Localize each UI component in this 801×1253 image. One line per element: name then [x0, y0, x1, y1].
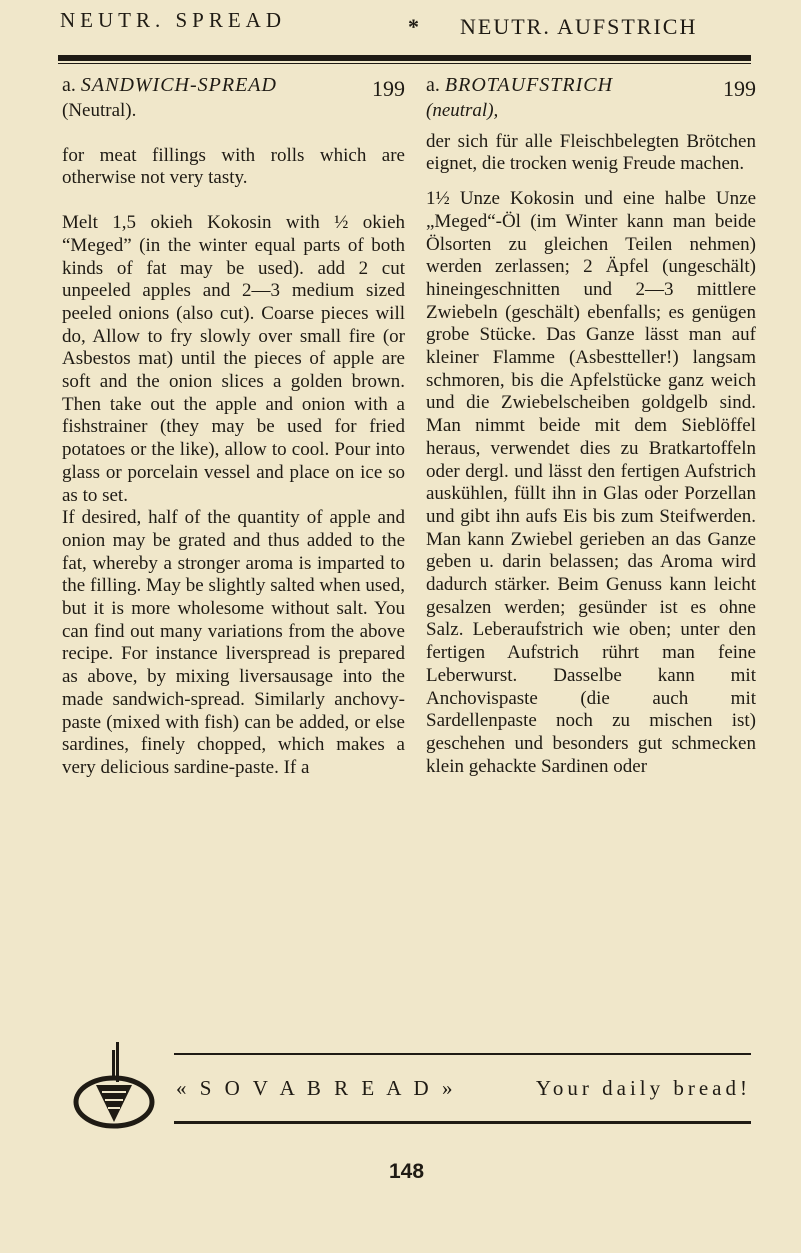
german-column — [426, 74, 756, 778]
recipe-intro: for meat fillings with rolls which are otherwise not very tasty. — [62, 144, 405, 189]
recipe-body: 1½ Unze Kokosin und eine halbe Unze „Meged“-Öl (im Winter kann man beide Ölsorten zu gleichen Teilen nehmen) werden zerlassen; 2 Äpfel (ungeschält) hineingeschnitten und 2—3 mittlere Zwiebeln (geschält) ebenfalls; es genügen grobe Stücke. Das Ganze lässt man auf kleiner Flamme (Asbestteller!) langsam schmoren, bis die Apfelstücke ganz weich und die Zwiebelscheiben goldgelb sind. Man nimmt beide mit dem Sieblöffel heraus, verwendet dies zu Bratkartoffeln oder dergl. und lässt den fertigen Aufstrich auskühlen, füllt ihn in Glas oder Porzellan und gibt ihn aufs Eis bis zum Steifwerden. Man kann Zwiebel gerieben an das Ganze geben u. darin belassen; das Aroma wird dadurch stärker. Beim Genuss kann leicht gesalzen werden; gesünder ist es ohne Salz. Leberaufstrich wie oben; unter den fertigen Aufstrich rührt man feine Leberwurst. Dasselbe kann mit Anchovispaste (die auch mit Sardellenpaste noch zu mischen ist) geschehen und besonders gut schmecken klein gehackte Sardinen oder — [426, 188, 756, 777]
running-header-german: NEUTR. AUFSTRICH — [460, 14, 698, 39]
page-number: 148 — [389, 1160, 425, 1183]
recipe-label: a. — [62, 74, 76, 96]
footer-slogan: Your daily bread! — [535, 1076, 751, 1100]
footer-rule — [174, 1053, 751, 1055]
recipe-subtitle: (Neutral). — [62, 100, 137, 121]
english-column — [62, 74, 405, 780]
recipe-title: BROTAUFSTRICH — [444, 74, 614, 96]
recipe-number: 199 — [372, 76, 405, 101]
recipe-subtitle: (neutral), — [426, 100, 499, 121]
recipe-label: a. — [426, 74, 440, 96]
recipe-number: 199 — [723, 76, 756, 101]
header-rule-thin — [58, 63, 751, 64]
recipe-body: Melt 1,5 okieh Kokosin with ½ okieh “Meged” (in the winter equal parts of both kinds of fat may be used). add 2 cut unpeeled apples and 2—3 medium sized peeled onions (also cut). Coarse pieces will do, Allow to fry slowly over small fire (or Asbestos mat) until the pieces of apple are soft and the onion slices a golden brown. Then take out the apple and onion with a fishstrainer (they may be used for fried potatoes or the like), allow to cool. Pour into glass or porcelain vessel and place on ice so as to set. — [62, 212, 405, 506]
sova-logo-icon — [56, 1040, 166, 1130]
recipe-intro: der sich für alle Fleischbelegten Brötchen eignet, die trocken wenig Freude machen. — [426, 130, 756, 175]
footer-rule-bottom — [174, 1121, 751, 1124]
recipe-title: SANDWICH-SPREAD — [80, 74, 277, 96]
header-separator: * — [408, 14, 419, 39]
header-rule — [58, 55, 751, 61]
recipe-body-continued: If desired, half of the quantity of apple and onion may be grated and thus added to the fat, whereby a stronger aroma is imparted to the filling. May be slightly salted when used, but it is more wholesome without salt. You can find out many variations from the above recipe. For instance liverspread is prepared as above, by mixing liversausage into the made sandwich-spread. Similarly anchovy-paste (mixed with fish) can be added, or else sardines, finely chopped, which makes a very delicious sardine-paste. If a — [62, 507, 405, 778]
running-header-english: NEUTR. SPREAD — [60, 8, 287, 32]
footer-banner — [176, 1076, 751, 1101]
german-recipe-heading — [426, 74, 756, 100]
footer-brand: « S O V A B R E A D » — [176, 1076, 457, 1100]
english-recipe-heading — [62, 74, 405, 100]
